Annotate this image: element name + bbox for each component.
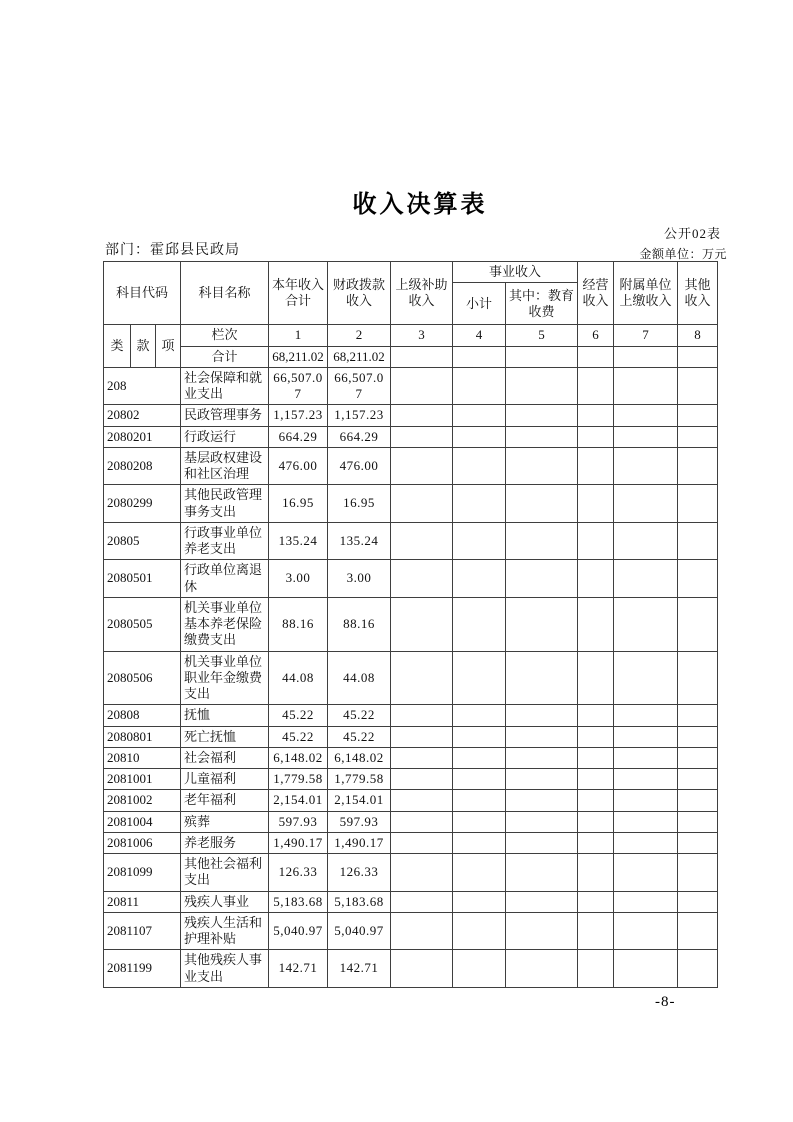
education-fee-cell (506, 705, 578, 726)
code-section-header: 款 (131, 325, 156, 368)
subject-name-cell: 社会福利 (181, 747, 269, 768)
operating-income-cell (578, 485, 614, 523)
affiliated-unit-cell (614, 426, 678, 447)
fiscal-allocation-cell: 88.16 (328, 597, 391, 651)
affiliated-unit-cell (614, 747, 678, 768)
operating-income-header: 经营收入 (578, 262, 614, 325)
fiscal-allocation-cell: 66,507.07 (328, 367, 391, 405)
superior-subsidy-cell (391, 854, 453, 892)
table-row (104, 769, 718, 790)
affiliated-unit-cell (614, 726, 678, 747)
fiscal-allocation-cell: 45.22 (328, 705, 391, 726)
education-fee-cell (506, 769, 578, 790)
education-fee-cell (506, 726, 578, 747)
current-year-total-cell: 16.95 (269, 485, 328, 523)
subject-code-cell: 2080201 (104, 426, 181, 447)
education-fee-cell (506, 811, 578, 832)
fiscal-allocation-cell: 44.08 (328, 651, 391, 705)
superior-subsidy-cell (391, 950, 453, 988)
business-income-group-header: 事业收入 (453, 262, 578, 283)
subtotal-cell (453, 790, 506, 811)
total-operating-income (578, 346, 614, 367)
superior-subsidy-cell (391, 447, 453, 485)
other-income-cell (678, 769, 718, 790)
affiliated-unit-cell (614, 912, 678, 950)
subject-code-cell: 2080208 (104, 447, 181, 485)
other-income-cell (678, 597, 718, 651)
superior-subsidy-cell (391, 769, 453, 790)
affiliated-unit-cell (614, 367, 678, 405)
subtotal-cell (453, 597, 506, 651)
subject-code-cell: 2081099 (104, 854, 181, 892)
superior-subsidy-cell (391, 912, 453, 950)
other-income-header: 其他收入 (678, 262, 718, 325)
table-row (104, 912, 718, 950)
education-fee-cell (506, 426, 578, 447)
superior-subsidy-cell (391, 726, 453, 747)
affiliated-unit-cell (614, 769, 678, 790)
superior-subsidy-cell (391, 367, 453, 405)
current-year-total-cell: 1,490.17 (269, 832, 328, 853)
subtotal-cell (453, 485, 506, 523)
education-fee-cell (506, 747, 578, 768)
operating-income-cell (578, 560, 614, 598)
column-number-8: 8 (678, 325, 718, 346)
affiliated-unit-cell (614, 485, 678, 523)
subtotal-cell (453, 891, 506, 912)
subtotal-cell (453, 560, 506, 598)
table-row (104, 854, 718, 892)
subtotal-cell (453, 811, 506, 832)
other-income-cell (678, 912, 718, 950)
affiliated-unit-cell (614, 651, 678, 705)
subject-name-cell: 基层政权建设和社区治理 (181, 447, 269, 485)
education-fee-cell (506, 854, 578, 892)
subtotal-cell (453, 705, 506, 726)
subject-name-cell: 残疾人事业 (181, 891, 269, 912)
education-fee-cell (506, 912, 578, 950)
subject-name-cell: 其他残疾人事业支出 (181, 950, 269, 988)
subtotal-cell (453, 726, 506, 747)
subtotal-cell (453, 426, 506, 447)
fiscal-allocation-cell: 45.22 (328, 726, 391, 747)
subject-name-cell: 残疾人生活和护理补贴 (181, 912, 269, 950)
education-fee-cell (506, 405, 578, 426)
operating-income-cell (578, 811, 614, 832)
column-number-5: 5 (506, 325, 578, 346)
fiscal-allocation-cell: 1,157.23 (328, 405, 391, 426)
total-education-fee (506, 346, 578, 367)
subject-code-cell: 208 (104, 367, 181, 405)
other-income-cell (678, 426, 718, 447)
superior-subsidy-cell (391, 485, 453, 523)
current-year-total-cell: 5,183.68 (269, 891, 328, 912)
subject-code-cell: 2081006 (104, 832, 181, 853)
current-year-total-cell: 45.22 (269, 705, 328, 726)
subtotal-cell (453, 747, 506, 768)
subject-name-cell: 死亡抚恤 (181, 726, 269, 747)
education-fee-cell (506, 651, 578, 705)
other-income-cell (678, 447, 718, 485)
grand-total-row (104, 346, 718, 367)
superior-subsidy-header: 上级补助收入 (391, 262, 453, 325)
fiscal-allocation-cell: 142.71 (328, 950, 391, 988)
fiscal-allocation-cell: 5,183.68 (328, 891, 391, 912)
current-year-total-cell: 126.33 (269, 854, 328, 892)
superior-subsidy-cell (391, 426, 453, 447)
total-label: 合计 (181, 346, 269, 367)
fiscal-allocation-cell: 5,040.97 (328, 912, 391, 950)
table-row (104, 405, 718, 426)
affiliated-unit-cell (614, 405, 678, 426)
subject-name-header: 科目名称 (181, 262, 269, 325)
operating-income-cell (578, 832, 614, 853)
header-row-group (104, 262, 718, 283)
operating-income-cell (578, 769, 614, 790)
operating-income-cell (578, 790, 614, 811)
subject-code-cell: 20811 (104, 891, 181, 912)
current-year-total-cell: 476.00 (269, 447, 328, 485)
column-number-1: 1 (269, 325, 328, 346)
table-row (104, 447, 718, 485)
other-income-cell (678, 832, 718, 853)
affiliated-unit-cell (614, 811, 678, 832)
column-number-3: 3 (391, 325, 453, 346)
current-year-total-cell: 142.71 (269, 950, 328, 988)
code-item-header: 项 (156, 325, 181, 368)
affiliated-unit-cell (614, 790, 678, 811)
subject-code-cell: 2081199 (104, 950, 181, 988)
other-income-cell (678, 726, 718, 747)
income-table-body (104, 367, 718, 987)
fiscal-allocation-cell: 3.00 (328, 560, 391, 598)
affiliated-unit-header: 附属单位上缴收入 (614, 262, 678, 325)
table-row (104, 367, 718, 405)
education-fee-cell (506, 447, 578, 485)
code-class-header: 类 (104, 325, 131, 368)
affiliated-unit-cell (614, 705, 678, 726)
subject-code-cell: 2081004 (104, 811, 181, 832)
table-row (104, 705, 718, 726)
current-year-total-cell: 66,507.07 (269, 367, 328, 405)
affiliated-unit-cell (614, 597, 678, 651)
current-year-total-header: 本年收入合计 (269, 262, 328, 325)
table-row (104, 651, 718, 705)
fiscal-allocation-cell: 1,490.17 (328, 832, 391, 853)
current-year-total-cell: 597.93 (269, 811, 328, 832)
current-year-total-cell: 3.00 (269, 560, 328, 598)
public-table-label: 公开02表 (663, 226, 721, 241)
subject-name-cell: 其他社会福利支出 (181, 854, 269, 892)
subject-name-cell: 老年福利 (181, 790, 269, 811)
other-income-cell (678, 522, 718, 560)
current-year-total-cell: 45.22 (269, 726, 328, 747)
fiscal-allocation-cell: 126.33 (328, 854, 391, 892)
operating-income-cell (578, 912, 614, 950)
other-income-cell (678, 790, 718, 811)
fiscal-allocation-cell: 6,148.02 (328, 747, 391, 768)
subject-name-cell: 机关事业单位基本养老保险缴费支出 (181, 597, 269, 651)
subject-name-cell: 行政事业单位养老支出 (181, 522, 269, 560)
table-row (104, 832, 718, 853)
subtotal-cell (453, 522, 506, 560)
operating-income-cell (578, 705, 614, 726)
current-year-total-cell: 6,148.02 (269, 747, 328, 768)
table-row (104, 790, 718, 811)
subject-name-cell: 民政管理事务 (181, 405, 269, 426)
current-year-total-cell: 44.08 (269, 651, 328, 705)
subtotal-cell (453, 854, 506, 892)
current-year-total-cell: 5,040.97 (269, 912, 328, 950)
subject-name-cell: 行政运行 (181, 426, 269, 447)
superior-subsidy-cell (391, 747, 453, 768)
superior-subsidy-cell (391, 560, 453, 598)
subject-code-cell: 2080505 (104, 597, 181, 651)
superior-subsidy-cell (391, 405, 453, 426)
other-income-cell (678, 485, 718, 523)
current-year-total-cell: 135.24 (269, 522, 328, 560)
fiscal-allocation-cell: 476.00 (328, 447, 391, 485)
fiscal-allocation-header: 财政拨款收入 (328, 262, 391, 325)
subtotal-header: 小计 (453, 283, 506, 325)
operating-income-cell (578, 447, 614, 485)
subject-name-cell: 其他民政管理事务支出 (181, 485, 269, 523)
operating-income-cell (578, 891, 614, 912)
affiliated-unit-cell (614, 522, 678, 560)
subtotal-cell (453, 405, 506, 426)
department-label: 部门：霍邱县民政局 (105, 243, 240, 258)
total-subtotal (453, 346, 506, 367)
subject-code-header: 科目代码 (104, 262, 181, 325)
subject-code-cell: 2080501 (104, 560, 181, 598)
current-year-total-cell: 664.29 (269, 426, 328, 447)
subject-name-cell: 机关事业单位职业年金缴费支出 (181, 651, 269, 705)
subject-code-cell: 2080299 (104, 485, 181, 523)
affiliated-unit-cell (614, 560, 678, 598)
subtotal-cell (453, 912, 506, 950)
affiliated-unit-cell (614, 447, 678, 485)
total-fiscal-allocation: 68,211.02 (328, 346, 391, 367)
current-year-total-cell: 1,779.58 (269, 769, 328, 790)
subtotal-cell (453, 832, 506, 853)
current-year-total-cell: 2,154.01 (269, 790, 328, 811)
subject-code-cell: 2081002 (104, 790, 181, 811)
subject-name-cell: 抚恤 (181, 705, 269, 726)
education-fee-cell (506, 891, 578, 912)
operating-income-cell (578, 367, 614, 405)
operating-income-cell (578, 726, 614, 747)
other-income-cell (678, 891, 718, 912)
fiscal-allocation-cell: 597.93 (328, 811, 391, 832)
subject-name-cell: 儿童福利 (181, 769, 269, 790)
other-income-cell (678, 405, 718, 426)
subject-code-cell: 20802 (104, 405, 181, 426)
education-fee-cell (506, 950, 578, 988)
superior-subsidy-cell (391, 651, 453, 705)
table-row (104, 811, 718, 832)
fiscal-allocation-cell: 135.24 (328, 522, 391, 560)
subject-name-cell: 社会保障和就业支出 (181, 367, 269, 405)
column-number-7: 7 (614, 325, 678, 346)
superior-subsidy-cell (391, 811, 453, 832)
operating-income-cell (578, 426, 614, 447)
subtotal-cell (453, 950, 506, 988)
subject-code-cell: 2081001 (104, 769, 181, 790)
education-fee-cell (506, 485, 578, 523)
operating-income-cell (578, 405, 614, 426)
page-number: -8- (655, 994, 676, 1010)
operating-income-cell (578, 522, 614, 560)
other-income-cell (678, 705, 718, 726)
superior-subsidy-cell (391, 705, 453, 726)
column-index-row (104, 325, 718, 346)
affiliated-unit-cell (614, 950, 678, 988)
other-income-cell (678, 651, 718, 705)
superior-subsidy-cell (391, 891, 453, 912)
column-index-label: 栏次 (181, 325, 269, 346)
table-row (104, 485, 718, 523)
affiliated-unit-cell (614, 891, 678, 912)
superior-subsidy-cell (391, 832, 453, 853)
table-row (104, 891, 718, 912)
table-row (104, 522, 718, 560)
fiscal-allocation-cell: 664.29 (328, 426, 391, 447)
superior-subsidy-cell (391, 790, 453, 811)
column-number-2: 2 (328, 325, 391, 346)
table-row (104, 747, 718, 768)
table-row (104, 950, 718, 988)
superior-subsidy-cell (391, 522, 453, 560)
education-fee-cell (506, 560, 578, 598)
operating-income-cell (578, 651, 614, 705)
subject-code-cell: 2081107 (104, 912, 181, 950)
subtotal-cell (453, 651, 506, 705)
operating-income-cell (578, 854, 614, 892)
column-number-6: 6 (578, 325, 614, 346)
table-row (104, 726, 718, 747)
subject-code-cell: 20805 (104, 522, 181, 560)
total-other-income (678, 346, 718, 367)
total-current-year: 68,211.02 (269, 346, 328, 367)
subject-name-cell: 行政单位离退休 (181, 560, 269, 598)
affiliated-unit-cell (614, 854, 678, 892)
amount-unit-label: 金额单位：万元 (639, 247, 727, 261)
current-year-total-cell: 88.16 (269, 597, 328, 651)
other-income-cell (678, 747, 718, 768)
subtotal-cell (453, 447, 506, 485)
operating-income-cell (578, 950, 614, 988)
other-income-cell (678, 560, 718, 598)
total-superior-subsidy (391, 346, 453, 367)
subject-code-cell: 20810 (104, 747, 181, 768)
other-income-cell (678, 367, 718, 405)
fiscal-allocation-cell: 2,154.01 (328, 790, 391, 811)
subject-name-cell: 养老服务 (181, 832, 269, 853)
superior-subsidy-cell (391, 597, 453, 651)
revenue-final-accounts-table (103, 261, 718, 988)
total-affiliated-unit (614, 346, 678, 367)
education-fee-cell (506, 790, 578, 811)
fiscal-allocation-cell: 1,779.58 (328, 769, 391, 790)
fiscal-allocation-cell: 16.95 (328, 485, 391, 523)
column-number-4: 4 (453, 325, 506, 346)
affiliated-unit-cell (614, 832, 678, 853)
education-fee-cell (506, 597, 578, 651)
subject-code-cell: 2080801 (104, 726, 181, 747)
table-row (104, 426, 718, 447)
education-fee-cell (506, 367, 578, 405)
current-year-total-cell: 1,157.23 (269, 405, 328, 426)
subject-name-cell: 殡葬 (181, 811, 269, 832)
subtotal-cell (453, 769, 506, 790)
other-income-cell (678, 854, 718, 892)
operating-income-cell (578, 597, 614, 651)
other-income-cell (678, 811, 718, 832)
other-income-cell (678, 950, 718, 988)
subtotal-cell (453, 367, 506, 405)
table-header (104, 262, 718, 368)
subject-code-cell: 2080506 (104, 651, 181, 705)
table-row (104, 597, 718, 651)
education-fee-cell (506, 522, 578, 560)
operating-income-cell (578, 747, 614, 768)
education-fee-header: 其中：教育收费 (506, 283, 578, 325)
page-title: 收入决算表 (352, 191, 488, 218)
education-fee-cell (506, 832, 578, 853)
table-row (104, 560, 718, 598)
subject-code-cell: 20808 (104, 705, 181, 726)
